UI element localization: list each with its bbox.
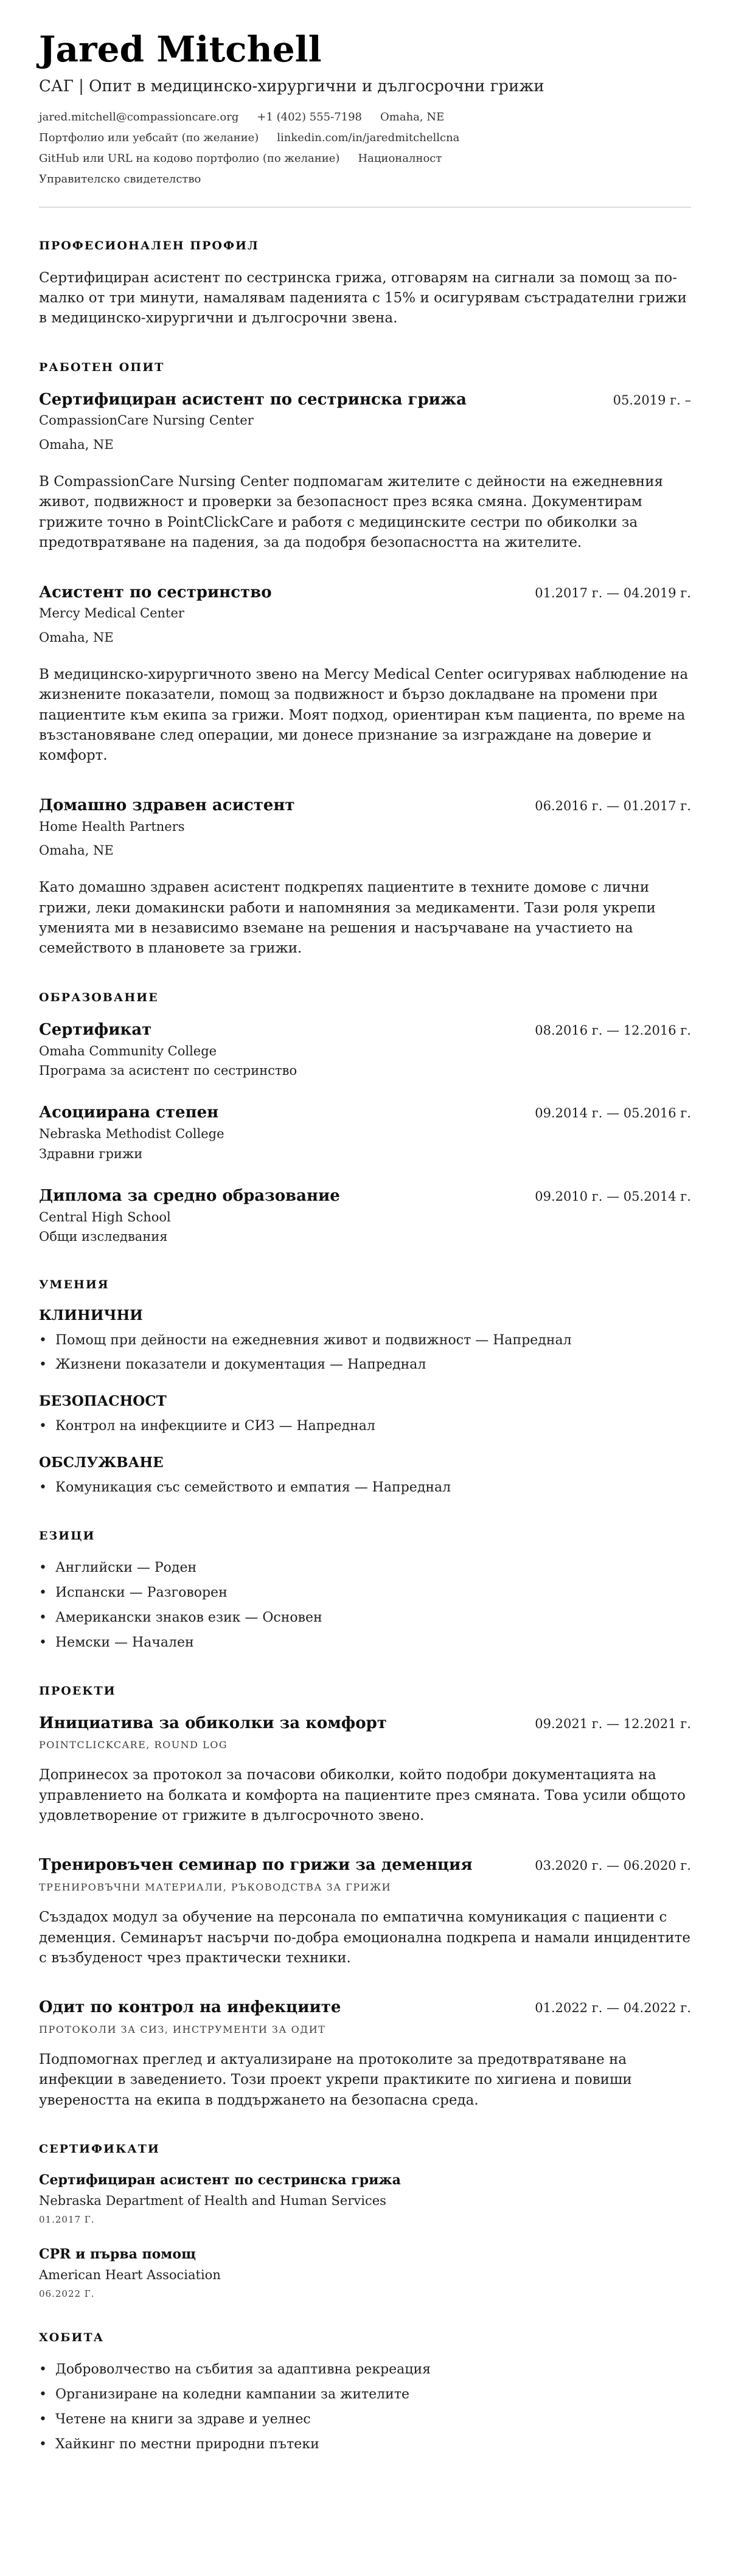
certification-entry [39,2172,691,2225]
section-skills [39,1278,691,1498]
language-list [39,1558,691,1653]
job-entry-head [39,583,691,603]
education-dates: 09.2014 г. — 05.2016 г. [535,1106,691,1121]
skill-item: • Жизнени показатели и документация — Напреднал [39,1355,691,1375]
hobby-list [39,2360,691,2454]
certification-entry [39,2246,691,2299]
candidate-name: Jared Mitchell [39,29,322,70]
job-dates: 06.2016 г. — 01.2017 г. [535,798,691,813]
phone-number: +1 (402) 555-7198 [257,110,363,123]
certification-title: Сертифициран асистент по сестринска грижа [39,2172,401,2189]
job-entry [39,583,691,766]
skill-group [39,1454,691,1498]
job-title: Домашно здравен асистент [39,796,295,814]
school-name: Central High School [39,1209,171,1224]
contact-row [39,130,691,145]
job-description: Като домашно здравен асистент подкрепях пациентите в техните домове с лични грижи, леки домакински работи и напомняния за медикаменти. Тази роля укрепи уменията ми в независимо вземане на решения и насърчаване на участието на семейството в плановете за грижи. [39,880,656,957]
education-entry-head [39,1186,691,1207]
project-entry-head [39,1713,691,1734]
section-experience [39,361,691,959]
hobbies-heading: ХОБИТА [39,2331,105,2345]
nationality-placeholder: Националност [358,152,442,165]
section-education [39,991,691,1246]
language-item: • Немски — Начален [39,1633,691,1653]
section-languages [39,1529,691,1653]
experience-heading: РАБОТЕН ОПИТ [39,360,165,374]
project-entry [39,1713,691,1827]
education-entry-head [39,1103,691,1123]
job-location: Omaha, NE [39,437,114,452]
skill-group-name: БЕЗОПАСНОСТ [39,1393,167,1410]
project-description: Допринесох за протокол за почасови обиколки, който подобри документацията на управлението на болката и комфорта на пациентите през смяната. Това усили общото удовлетворение от грижите в дългосрочното звено. [39,1767,686,1824]
section-projects [39,1684,691,2111]
job-entry [39,390,691,554]
education-dates: 09.2010 г. — 05.2014 г. [535,1189,691,1204]
project-title: Тренировъчен семинар по грижи за деменция [39,1856,473,1875]
contact-row [39,172,691,187]
project-entry-head [39,1855,691,1876]
contact-info [39,109,691,187]
hobby-item: • Хайкинг по местни природни пътеки [39,2435,691,2454]
job-company: Mercy Medical Center [39,606,184,621]
project-tools: ТРЕНИРОВЪЧНИ МАТЕРИАЛИ, РЪКОВОДСТВА ЗА ГРИЖИ [39,1881,392,1894]
education-entry [39,1103,691,1163]
skill-group [39,1393,691,1436]
job-company: CompassionCare Nursing Center [39,413,254,428]
linkedin-link[interactable]: linkedin.com/in/jaredmitchellcna [277,131,460,144]
skill-list [39,1478,691,1498]
project-dates: 09.2021 г. — 12.2021 г. [535,1716,691,1731]
education-entry [39,1186,691,1246]
project-tools: POINTCLICKCARE, ROUND LOG [39,1739,228,1751]
section-hobbies [39,2331,691,2454]
job-entry-head [39,390,691,411]
projects-heading: ПРОЕКТИ [39,1684,116,1698]
resume-header [39,29,691,187]
job-description: В медицинско-хирургичното звено на Mercy Medical Center осигурявах наблюдение на жизнените показатели, помощ за подвижност и бързо докладване на промени при пациентите към екипа за грижи. Моят подход, ориентиран към пациента, по време на възстановяване след операции, ми донесе признание за изграждане на доверие и комфорт. [39,667,689,764]
skill-group [39,1307,691,1375]
job-company: Home Health Partners [39,819,185,834]
languages-heading: ЕЗИЦИ [39,1529,96,1543]
project-dates: 03.2020 г. — 06.2020 г. [535,1858,691,1873]
education-entry [39,1020,691,1080]
education-dates: 08.2016 г. — 12.2016 г. [535,1022,691,1038]
project-dates: 01.2022 г. — 04.2022 г. [535,2001,691,2016]
certification-issuer: Nebraska Department of Health and Human Services [39,2193,386,2208]
job-location: Omaha, NE [39,843,114,858]
project-tools: ПРОТОКОЛИ ЗА СИЗ, ИНСТРУМЕНТИ ЗА ОДИТ [39,2024,326,2036]
language-item: • Английски — Роден [39,1558,691,1578]
certifications-heading: СЕРТИФИКАТИ [39,2142,160,2156]
job-title: Сертифициран асистент по сестринска грижа [39,390,467,409]
headline: САГ | Опит в медицинско-хирургични и дългосрочни грижи [39,77,544,95]
project-description: Създадох модул за обучение на персонала по емпатична комуникация с пациенти с деменция. Семинарът насърчи по-добра емоционална подкрепа и намали инцидентите с възбуденост чрез практически техники. [39,1909,690,1966]
education-entry-head [39,1020,691,1041]
project-entry [39,1855,691,1968]
project-description: Подпомогнах преглед и актуализиране на протоколите за предотвратяване на инфекции в заведението. Този проект укрепи практиките по хигиена и повиши увереността на екипа в поддържането на безопасна среда. [39,2052,632,2108]
field-of-study: Общи изследвания [39,1229,168,1245]
hobby-item: • Организиране на коледни кампании за жителите [39,2385,691,2404]
job-location: Omaha, NE [39,630,114,645]
skill-group-name: ОБСЛУЖВАНЕ [39,1454,164,1471]
job-entry-head [39,796,691,816]
github-placeholder: GitHub или URL на кодово портфолио (по желание) [39,152,340,165]
profile-heading: ПРОФЕСИОНАЛЕН ПРОФИЛ [39,238,259,252]
education-heading: ОБРАЗОВАНИЕ [39,990,159,1004]
skill-item: • Контрол на инфекциите и СИЗ — Напреднал [39,1417,691,1436]
language-item: • Американски знаков език — Основен [39,1608,691,1628]
skill-group-name: КЛИНИЧНИ [39,1307,143,1324]
degree-title: Асоциирана степен [39,1103,219,1122]
project-title: Одит по контрол на инфекциите [39,1998,341,2017]
language-item: • Испански — Разговорен [39,1583,691,1603]
field-of-study: Здравни грижи [39,1146,143,1161]
portfolio-placeholder: Портфолио или уебсайт (по желание) [39,131,259,144]
school-name: Omaha Community College [39,1043,217,1058]
skill-list [39,1331,691,1375]
profile-text: Сертифициран асистент по сестринска грижа, отговарям на сигнали за помощ за по-малко от три минути, намалявам паденията с 15% и осигурявам състрадателни грижи в медицинско-хирургични и дългосрочни звена. [39,269,687,327]
certification-date: 01.2017 Г. [39,2214,95,2226]
degree-title: Сертификат [39,1020,152,1039]
field-of-study: Програма за асистент по сестринство [39,1063,297,1078]
skill-list [39,1417,691,1436]
school-name: Nebraska Methodist College [39,1127,224,1142]
skill-item: • Комуникация със семейството и емпатия — Напреднал [39,1478,691,1498]
contact-row [39,151,691,166]
email-link[interactable]: jared.mitchell@compassioncare.org [39,110,239,123]
job-dates: 05.2019 г. – [613,392,691,408]
job-title: Асистент по сестринство [39,583,272,602]
project-entry [39,1998,691,2111]
job-dates: 01.2017 г. — 04.2019 г. [535,585,691,600]
certification-title: CPR и първа помощ [39,2246,196,2263]
job-entry [39,796,691,959]
section-profile [39,239,691,329]
section-certifications [39,2142,691,2299]
location-text: Omaha, NE [380,110,445,123]
hobby-item: • Четене на книги за здраве и уелнес [39,2410,691,2429]
job-description: В CompassionCare Nursing Center подпомагам жителите с дейности на ежедневния живот, подвижност и проверки за безопасност през всяка смяна. Документирам грижите точно в PointClickCare и работя с медицинските сестри по обиколки за предотвратяване на падения, за да подобря безопасността на жителите. [39,474,664,551]
certification-issuer: American Heart Association [39,2267,221,2282]
project-title: Инициатива за обиколки за комфорт [39,1713,387,1732]
hobby-item: • Доброволчество на събития за адаптивна рекреация [39,2360,691,2380]
driving-license-placeholder: Управителско свидетелство [39,173,201,186]
skill-item: • Помощ при дейности на ежедневния живот и подвижност — Напреднал [39,1331,691,1350]
certification-date: 06.2022 Г. [39,2288,95,2300]
project-entry-head [39,1998,691,2018]
degree-title: Диплома за средно образование [39,1186,340,1205]
skills-heading: УМЕНИЯ [39,1277,109,1291]
contact-row [39,109,691,125]
